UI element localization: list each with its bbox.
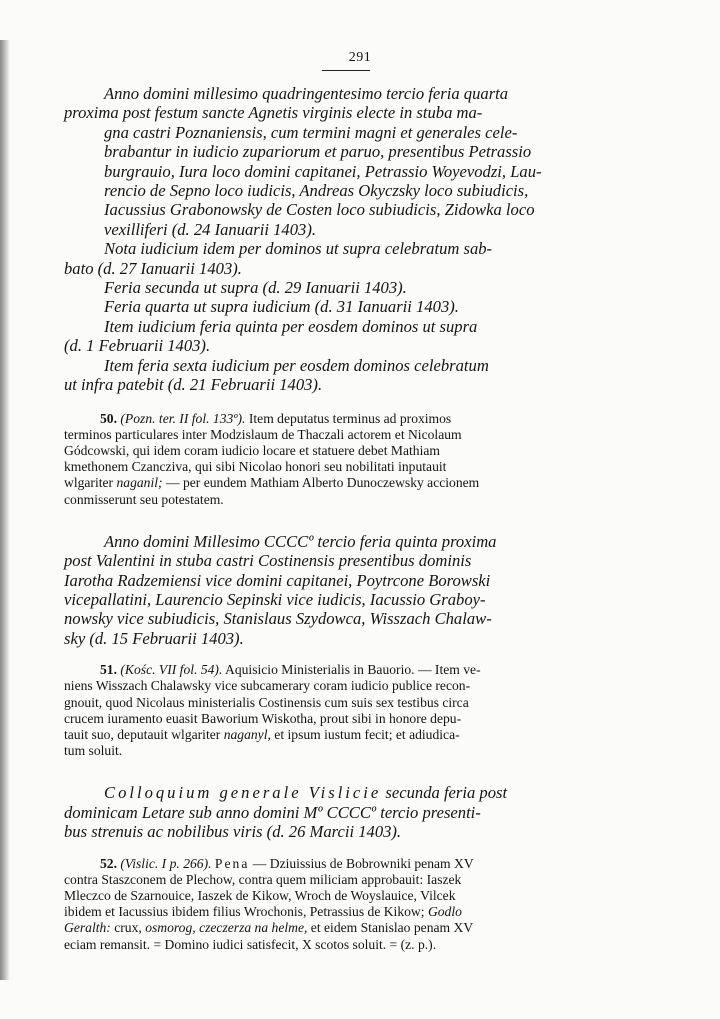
colloquium-heading — [64, 783, 592, 841]
entry-line: conmisserunt seu potestatem. — [64, 491, 224, 507]
entry-text: wlgariter — [64, 475, 117, 491]
entry-text: — per eundem Mathiam Alberto Dunoczewsky accionem — [162, 475, 480, 491]
page-number: 291 — [348, 50, 372, 65]
entry-line: Gódcowski, qui idem coram iudicio locare et statuere debet Mathiam — [64, 442, 440, 458]
session-note — [64, 239, 592, 278]
note-line: Feria quarta ut supra iudicium (d. 31 Ianuarii 1403). — [104, 297, 459, 317]
entry-first-line — [64, 662, 592, 678]
entry-text: — Dziuissius de Bobrowniki penam XV — [249, 855, 474, 871]
heading-line: burgrauio, Iura loco domini capitanei, Petrassio Woyevodzi, Lau- — [104, 161, 542, 181]
note-line: bato (d. 27 Ianuarii 1403). — [64, 258, 242, 278]
heading-line: Iarotha Radzemiensi vice domini capitanei, Poytrcone Borowski — [64, 570, 491, 590]
note-line: (d. 1 Februarii 1403). — [64, 336, 211, 356]
entry-number: 51. — [100, 662, 117, 678]
document-entry-51 — [64, 662, 592, 759]
heading-line: Iacussius Grabonowsky de Costen loco subiudicis, Zidowka loco — [104, 200, 535, 220]
entry-text: et eidem Stanislao penam XV — [307, 920, 474, 936]
heading-line: nowsky vice subiudicis, Stanislaus Szydowca, Wisszach Chalaw- — [64, 609, 492, 629]
heading-line — [64, 783, 592, 802]
entry-keyword: Pena — [214, 855, 250, 871]
heading-line: dominicam Letare sub anno domini Mº CCCCº tercio presenti- — [64, 802, 481, 822]
entry-line: contra Staszconem de Plechow, contra quem miliciam approbauit: Iaszek — [64, 871, 462, 887]
entry-text: Item deputatus terminus ad proximos — [248, 410, 452, 426]
entry-text: tauit suo, deputauit wlgariter — [64, 726, 224, 742]
entry-text: ibidem et Iacussius ibidem filius Wrochonis, Petrassius de Kikow; — [64, 904, 425, 920]
heading-spaced-title: Colloquium generale Vislicie — [104, 783, 382, 803]
entry-line — [64, 727, 592, 743]
entry-text: crux, — [110, 920, 146, 936]
entry-line: Mleczco de Szarnouice, Iaszek de Kikow, Wroch de Woyslauice, Vilcek — [64, 888, 456, 903]
heading-line: rencio de Sepno loco iudicis, Andreas Okyczsky loco subiudicis, — [104, 181, 529, 201]
entry-line: terminos particulares inter Modzislaum de Thaczali actorem et Nicolaum — [64, 426, 462, 442]
session-note — [64, 356, 592, 395]
entry-text: et ipsum iustum fecit; et adiudica- — [270, 726, 460, 742]
entry-line — [64, 475, 592, 491]
entry-source: (Vislic. I p. 266). — [120, 855, 212, 871]
heading-line: vicepallatini, Laurencio Sepinski vice iudicis, Iacussio Graboy- — [64, 589, 486, 609]
session-note — [64, 297, 592, 316]
heading-line: bus strenuis ac nobilibus viris (d. 26 Marcii 1403). — [64, 822, 402, 842]
entry-source: (Pozn. ter. II fol. 133º). — [120, 410, 246, 426]
note-line: Feria secunda ut supra (d. 29 Ianuarii 1403). — [104, 278, 407, 298]
entry-text: Aquisicio Ministerialis in Bauorio. — Item ve- — [225, 662, 481, 678]
entry-line: eciam remansit. = Domino iudici satisfecit, X scotos soluit. = (z. p.). — [64, 936, 437, 952]
entry-first-line — [64, 411, 592, 427]
entry-line: tum soluit. — [64, 743, 123, 759]
document-entry-52 — [64, 856, 592, 953]
entry-line — [64, 920, 592, 936]
note-line: Nota iudicium idem per dominos ut supra celebratum sab- — [104, 239, 493, 259]
vernacular-term: osmorog, czeczerza na helme, — [145, 920, 308, 936]
heading-text: secunda feria post — [381, 783, 508, 803]
court-session-heading-2 — [64, 532, 592, 648]
page-number-rule — [322, 70, 370, 71]
heading-line: gna castri Poznaniensis, cum termini magni et generales cele- — [104, 122, 518, 142]
heading-line: Anno domini millesimo quadringentesimo tercio feria quarta — [104, 84, 509, 103]
scan-edge-shadow — [0, 40, 10, 980]
vernacular-term: naganyl, — [223, 726, 271, 742]
session-note — [64, 317, 592, 356]
heading-line: brabantur in iudicio zupariorum et paruo, presentibus Petrassio — [104, 142, 532, 162]
note-line: Item feria sexta iudicium per eosdem dominos celebratum — [104, 355, 489, 375]
heading-line: vexilliferi (d. 24 Ianuarii 1403). — [104, 219, 316, 239]
session-note — [64, 278, 592, 297]
entry-line: gnouit, quod Nicolaus ministerialis Costinensis cum suis sex testibus circa — [64, 694, 469, 710]
page-body — [64, 84, 592, 953]
entry-line: niens Wisszach Chalawsky vice subcamerary coram iudicio publice recon- — [64, 678, 471, 694]
vernacular-term: Geralth: — [64, 920, 111, 936]
court-session-heading-1 — [64, 84, 592, 239]
heading-line: Anno domini Millesimo CCCCº tercio feria quinta proxima — [104, 531, 497, 551]
entry-first-line — [64, 856, 592, 872]
note-line: ut infra patebit (d. 21 Februarii 1403). — [64, 375, 323, 395]
entry-source: (Kośc. VII fol. 54). — [120, 662, 223, 678]
heading-line: proxima post festum sancte Agnetis virginis electe in stuba ma- — [64, 103, 483, 123]
heading-line: sky (d. 15 Februarii 1403). — [64, 628, 244, 648]
entry-line: crucem iuramento euasit Baworium Wiskotha, prout sibi in honore depu- — [64, 710, 462, 726]
note-line: Item iudicium feria quinta per eosdem dominos ut supra — [104, 316, 478, 336]
vernacular-term: Godlo — [427, 904, 462, 920]
entry-line — [64, 904, 592, 920]
document-entry-50 — [64, 411, 592, 508]
heading-line: post Valentini in stuba castri Costinensis presentibus dominis — [64, 551, 472, 571]
vernacular-term: naganil; — [116, 475, 163, 491]
entry-line: kmethonem Czancziva, qui sibi Nicolao honori seu nobilitati inputauit — [64, 459, 447, 475]
entry-number: 50. — [100, 410, 117, 426]
entry-number: 52. — [100, 855, 117, 871]
